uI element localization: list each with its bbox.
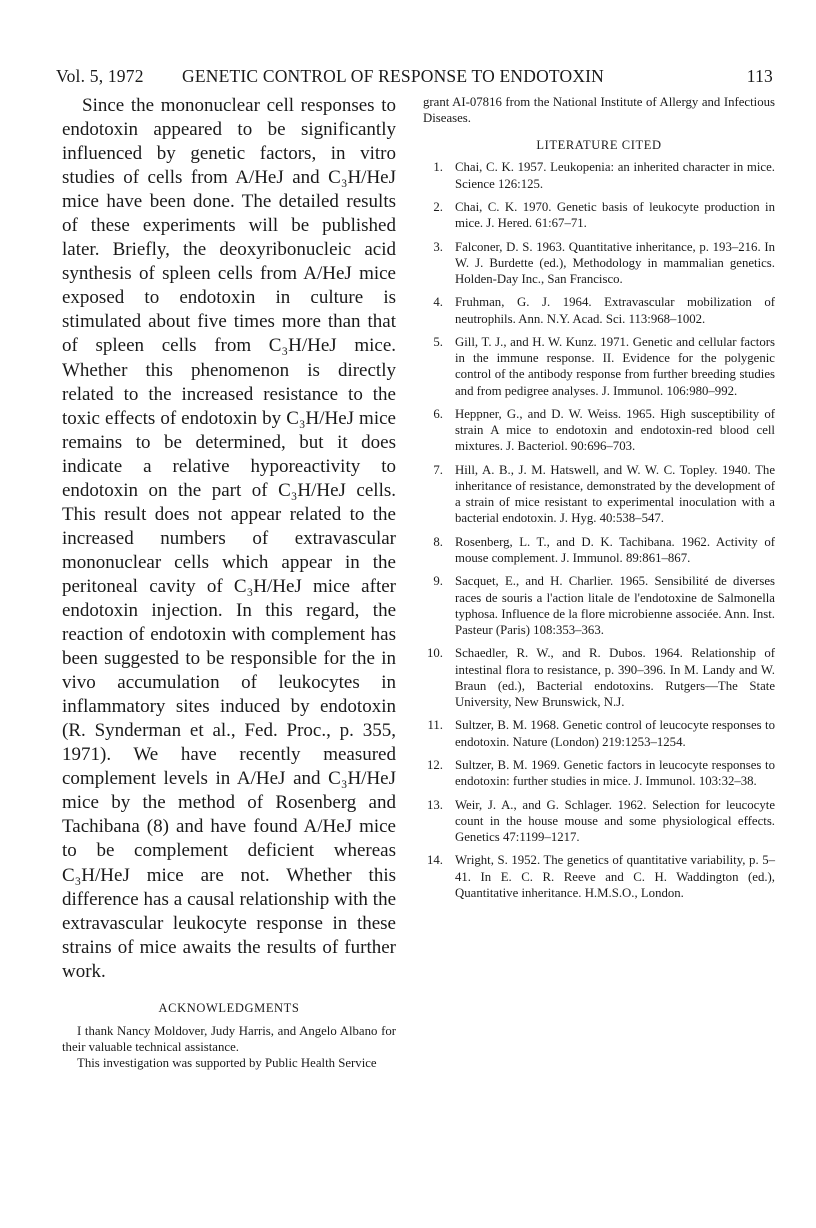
reference-item [423,534,775,566]
reference-number: 2. [433,200,443,214]
journal-volume: Vol. 5, 1972 [56,66,144,86]
acknowledgments-heading: ACKNOWLEDGMENTS [158,1000,300,1015]
reference-text: Wright, S. 1952. The genetics of quantitative variability, p. 5–41. In E. C. R. Reeve and C. H. Waddington (ed.), Quantitative inheritance. H.M.S.O., London. [455,853,775,900]
reference-item [423,797,775,846]
reference-text: Sultzer, B. M. 1968. Genetic control of leucocyte responses to endotoxin. Nature (London) 219:1253–1254. [455,718,775,749]
reference-number: 14. [427,853,443,868]
reference-text: Gill, T. J., and H. W. Kunz. 1971. Genetic and cellular factors in the immune response. II. Evidence for the polygenic control of the antibody response from further breeding studies and from pedigree analyses. J. Immunol. 106:980–992. [455,334,775,398]
reference-item [423,757,775,789]
reference-number: 1. [433,160,443,175]
running-title: GENETIC CONTROL OF RESPONSE TO ENDOTOXIN [182,66,605,86]
reference-list [423,159,775,901]
reference-item [423,199,775,231]
reference-text: Chai, C. K. 1957. Leukopenia: an inherited character in mice. Science 126:125. [455,160,775,191]
reference-item [423,334,775,399]
acknowledgments-support-continued: grant AI-07816 from the National Institute of Allergy and Infectious Diseases. [423,95,775,126]
reference-number: 6. [433,406,443,421]
acknowledgments-text [62,1023,396,1072]
reference-text: Chai, C. K. 1970. Genetic basis of leukocyte production in mice. J. Hered. 61:67–71. [455,200,775,231]
reference-item [423,406,775,455]
reference-item [423,717,775,749]
reference-item [423,294,775,326]
running-header [56,66,773,90]
reference-text: Rosenberg, L. T., and D. K. Tachibana. 1962. Activity of mouse complement. J. Immunol. 89:861–867. [455,534,775,565]
reference-text: Heppner, G., and D. W. Weiss. 1965. High susceptibility of strain A mice to endotoxin and endotoxin-red blood cell mixtures. J. Bacteriol. 90:696–703. [455,406,775,454]
reference-text: Weir, J. A., and G. Schlager. 1962. Selection for leucocyte count in the house mouse and some physiological effects. Genetics 47:1199–1217. [455,797,775,844]
reference-item [423,462,775,527]
right-column [423,94,775,908]
left-column [62,94,396,1071]
reference-number: 3. [433,239,443,254]
reference-item [423,852,775,901]
body-paragraph: Since the mononuclear cell responses to endotoxin appeared to be significantly influenced by genetic factors, in vitro studies of cells from A/HeJ and C₃H/HeJ mice have been done. The detailed results of these experiments will be published later. Briefly, the deoxyribonucleic acid synthesis of spleen cells from A/HeJ mice exposed to endotoxin in culture is stimulated about five times more than that of spleen cells from C₃H/HeJ mice. Whether this phenomenon is directly related to the increased resistance to the toxic effects of endotoxin by C₃H/HeJ mice remains to be determined, but it does indicate a relative hyporeactivity to endotoxin on the part of C₃H/HeJ cells. This result does not appear related to the increased numbers of extravascular mononuclear cells which appear in the peritoneal cavity of C₃H/HeJ mice after endotoxin injection. In this regard, the reaction of endotoxin with complement has been suggested to be responsible for the in vivo accumulation of leukocytes in inflammatory sites induced by endotoxin (R. Synderman et al., Fed. Proc., p. 355, 1971). We have recently measured complement levels in A/HeJ and C₃H/HeJ mice by the method of Rosenberg and Tachibana (8) and have found A/HeJ mice to be complement deficient whereas C₃H/HeJ mice are not. Whether this difference has a causal relationship with the extravascular leukocyte response in these strains of mice awaits the results of further work. [62,95,396,982]
acknowledgments-continued [423,94,775,126]
reference-item [423,573,775,638]
reference-text: Hill, A. B., J. M. Hatswell, and W. W. C. Topley. 1940. The inheritance of resistance, demonstrated by the development of a strain of mice resistant to experimental inoculation with a bacterial endotoxin. J. Hyg. 40:538–547. [455,462,775,526]
reference-number: 11. [427,718,443,733]
reference-number: 4. [433,295,443,310]
reference-number: 12. [427,757,443,772]
literature-cited-heading: LITERATURE CITED [536,138,662,153]
reference-number: 9. [433,574,443,589]
reference-text: Sacquet, E., and H. Charlier. 1965. Sensibilité de diverses races de souris a l'action litale de l'endotoxine de Salmonella typhosa. Influence de la flore microbienne associée. Ann. Inst. Pasteur (Paris) 108:353–363. [455,574,775,637]
reference-text: Sultzer, B. M. 1969. Genetic factors in leucocyte responses to endotoxin: further studies in mice. J. Immunol. 103:32–38. [455,757,775,789]
reference-item [423,159,775,191]
reference-text: Falconer, D. S. 1963. Quantitative inheritance, p. 193–216. In W. J. Burdette (ed.), Methodology in mammalian genetics. Holden-Day Inc., San Francisco. [455,239,775,286]
reference-number: 8. [433,534,443,549]
reference-text: Fruhman, G. J. 1964. Extravascular mobilization of neutrophils. Ann. N.Y. Acad. Sci. 113:968–1002. [455,295,775,326]
reference-text: Schaedler, R. W., and R. Dubos. 1964. Relationship of intestinal flora to resistance, p. 390–396. In M. Landy and W. Braun (ed.), Bacterial endotoxins. Rutgers—The State University, New Brunswick, N.J. [455,646,775,709]
reference-number: 10. [427,646,443,661]
reference-number: 7. [433,462,443,477]
reference-number: 13. [427,797,443,812]
page-number: 113 [746,66,773,86]
reference-number: 5. [433,334,443,349]
reference-item [423,239,775,288]
acknowledgments-thanks: I thank Nancy Moldover, Judy Harris, and Angelo Albano for their valuable technical assistance. [62,1023,396,1054]
reference-item [423,645,775,710]
acknowledgments-support: This investigation was supported by Public Health Service [77,1056,377,1071]
discussion-text [62,94,396,984]
